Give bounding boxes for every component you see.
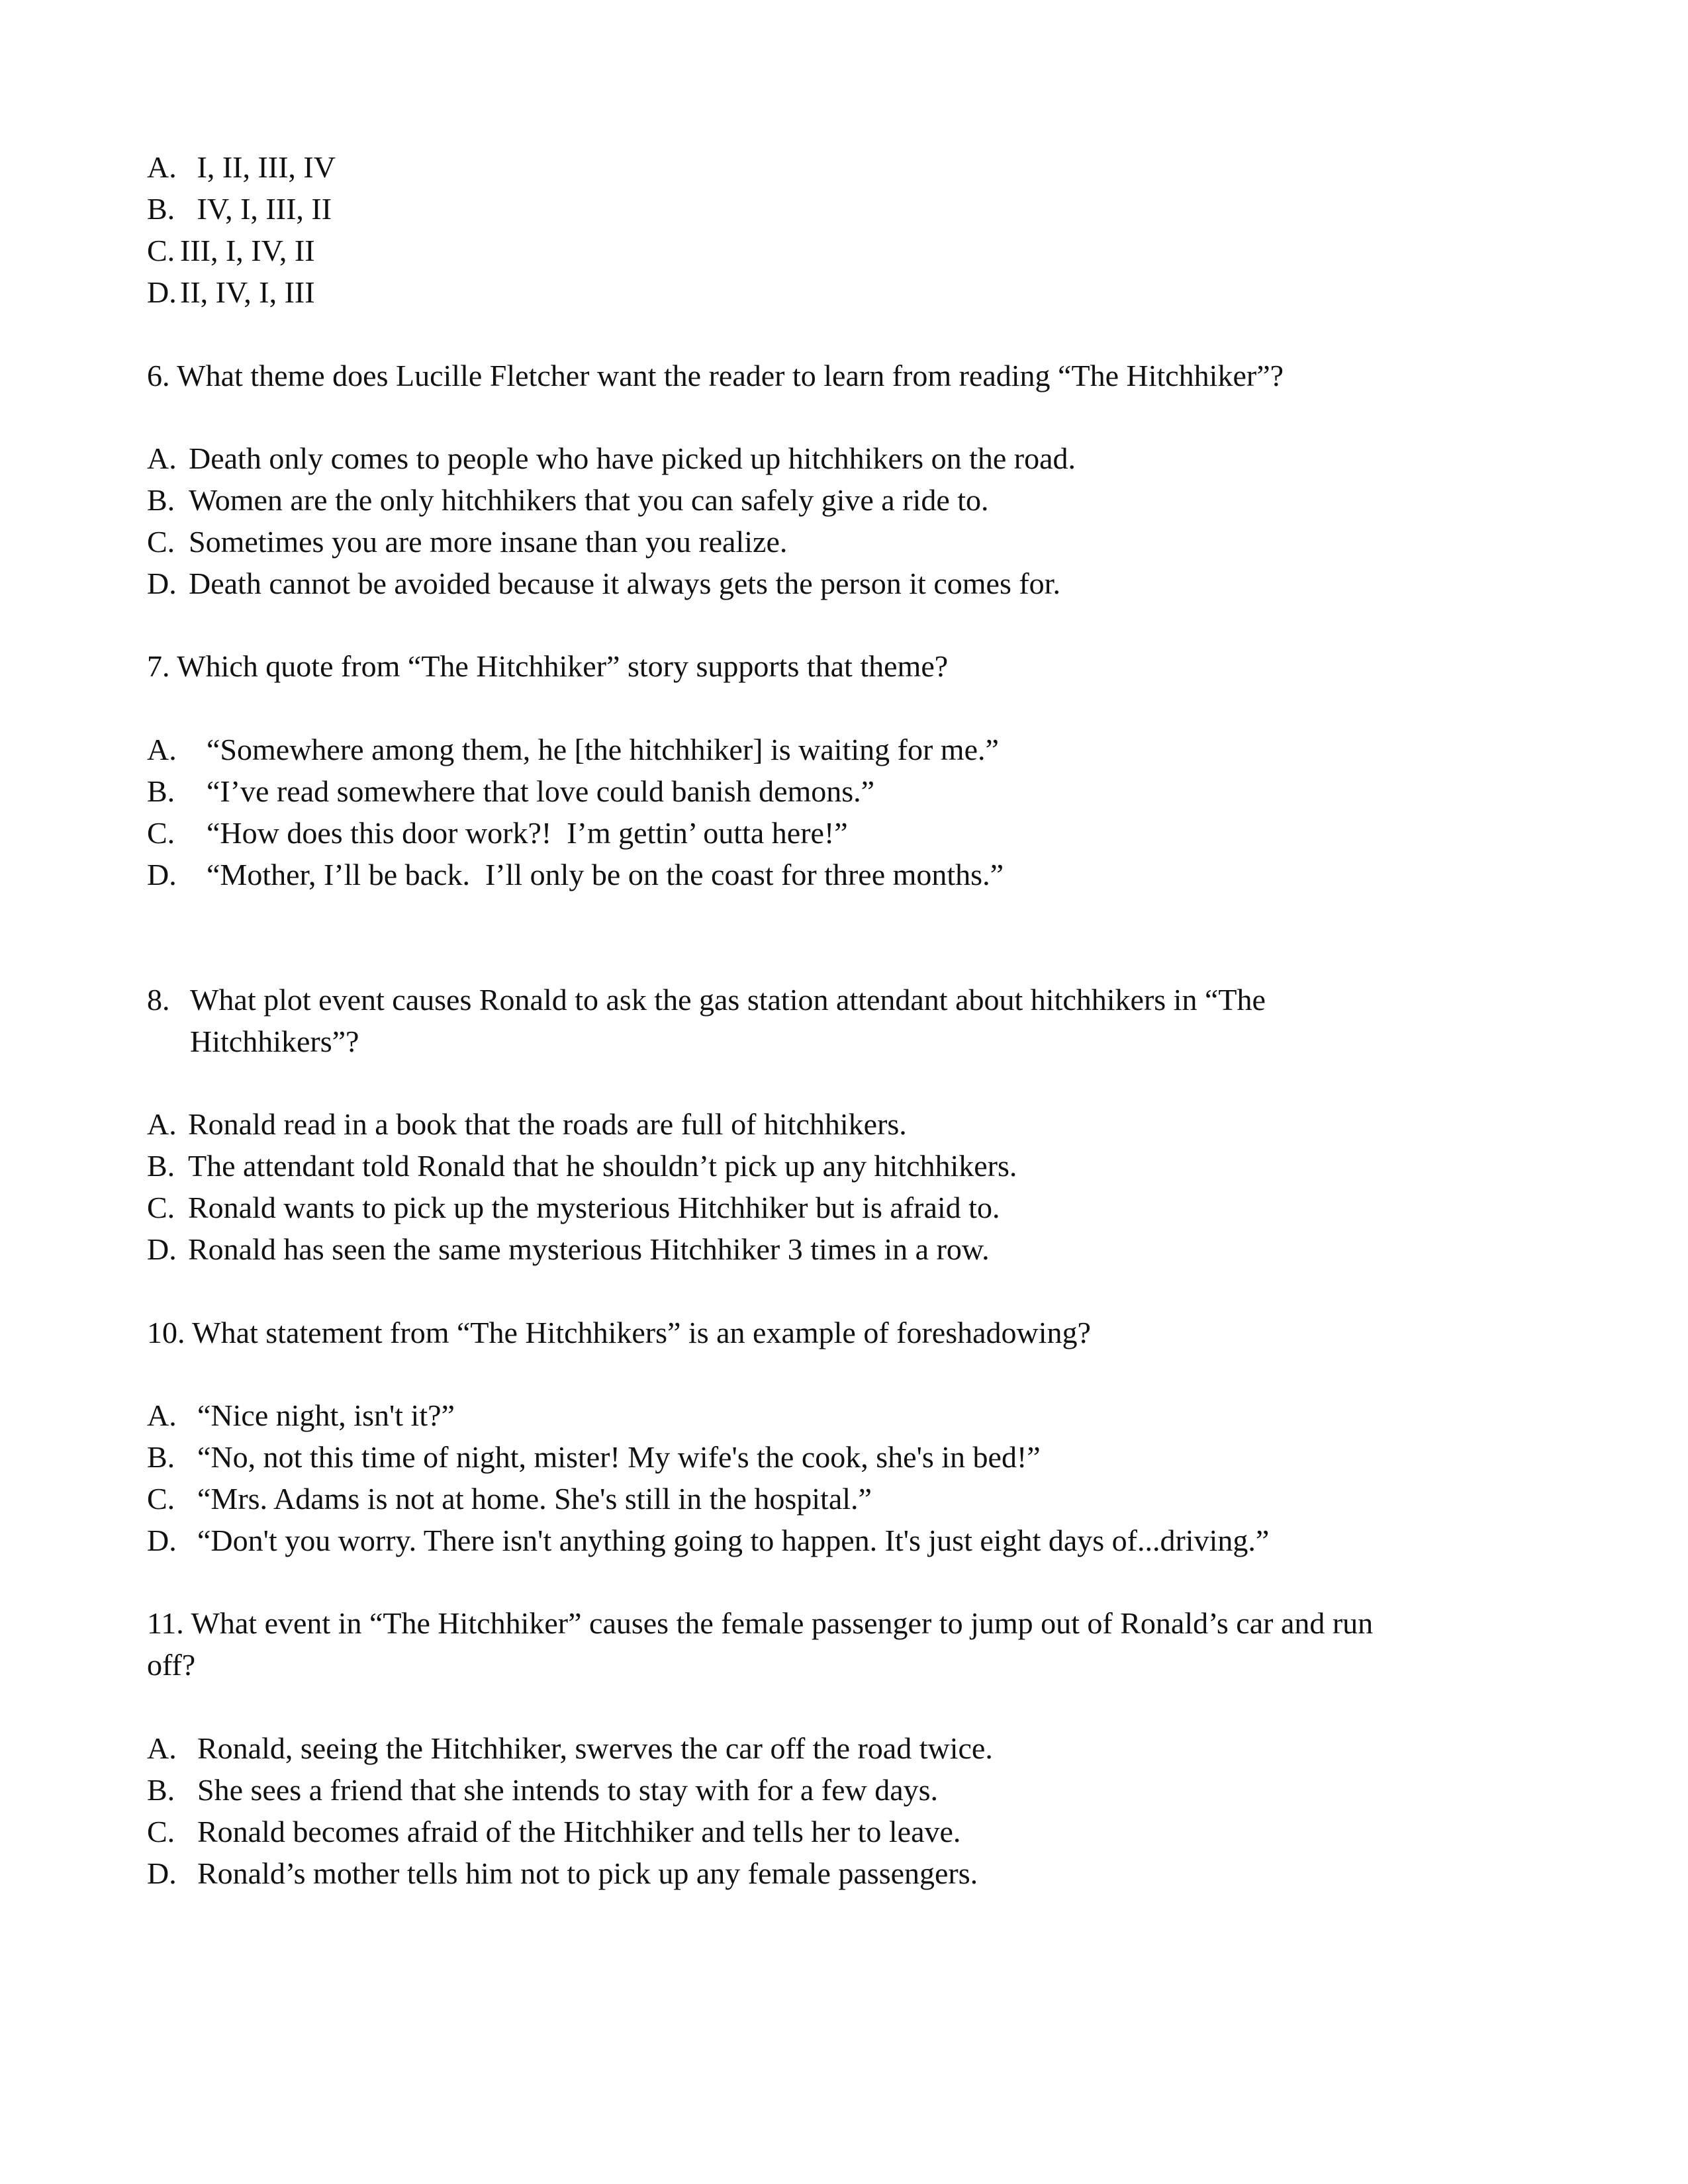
q11-option-b — [147, 1775, 938, 1805]
q10-option-d — [147, 1525, 1269, 1556]
option-text: “Don't you worry. There isn't anything going to happen. It's just eight days of...driving.” — [197, 1524, 1270, 1557]
option-letter: C. — [147, 1815, 175, 1848]
option-letter: B. — [147, 1440, 175, 1474]
q11-prompt-line1: 11. What event in “The Hitchhiker” causes the female passenger to jump out of Ronald’s car and run — [147, 1606, 1374, 1640]
option-text: Ronald read in a book that the roads are full of hitchhikers. — [188, 1107, 907, 1141]
q8-option-d — [147, 1234, 990, 1265]
q8-option-c — [147, 1193, 1000, 1223]
option-text: Ronald has seen the same mysterious Hitchhiker 3 times in a row. — [188, 1232, 990, 1266]
option-letter: A. — [147, 1398, 177, 1432]
q8-prompt-line1: What plot event causes Ronald to ask the gas station attendant about hitchhikers in “The — [190, 983, 1266, 1017]
option-text: The attendant told Ronald that he shouldn’t pick up any hitchhikers. — [188, 1149, 1017, 1183]
q10-option-c — [147, 1484, 872, 1514]
option-text: Ronald, seeing the Hitchhiker, swerves the car off the road twice. — [197, 1731, 993, 1765]
option-letter: A. — [147, 1107, 177, 1141]
option-letter: D. — [147, 858, 177, 891]
option-text: I, II, III, IV — [189, 150, 336, 184]
option-letter: A. — [147, 733, 177, 766]
option-letter: D. — [147, 567, 177, 600]
option-letter: B. — [147, 774, 175, 808]
q6-prompt: 6. What theme does Lucille Fletcher want the reader to learn from reading “The Hitchhiker”? — [147, 359, 1284, 392]
option-letter: D. — [147, 1524, 177, 1557]
q7-option-b — [147, 776, 874, 807]
q8-option-b — [147, 1151, 1017, 1181]
q8-prompt-line2: Hitchhikers”? — [190, 1024, 359, 1058]
q5-option-a — [147, 152, 336, 183]
option-letter: D. — [147, 1232, 177, 1266]
option-text: Death only comes to people who have picked up hitchhikers on the road. — [189, 441, 1076, 475]
q5-option-b — [147, 194, 332, 224]
option-text: “How does this door work?! I’m gettin’ outta here!” — [207, 816, 848, 850]
q7-option-a — [147, 735, 999, 765]
option-text: “Mother, I’ll be back. I’ll only be on the coast for three months.” — [207, 858, 1004, 891]
q7-option-c — [147, 818, 848, 848]
q11-option-a — [147, 1733, 993, 1764]
option-text: Ronald becomes afraid of the Hitchhiker and tells her to leave. — [197, 1815, 961, 1848]
option-text: “I’ve read somewhere that love could banish demons.” — [207, 774, 875, 808]
q10-option-b — [147, 1442, 1041, 1473]
q6-option-c — [147, 527, 787, 557]
option-letter: C. — [147, 234, 175, 267]
q11-prompt-line2: off? — [147, 1648, 196, 1682]
question-number: 8. — [147, 983, 170, 1017]
q11-option-c — [147, 1817, 961, 1847]
option-letter: A. — [147, 441, 177, 475]
q6-option-b — [147, 485, 989, 516]
option-text: Women are the only hitchhikers that you can safely give a ride to. — [189, 483, 989, 517]
option-letter: B. — [147, 483, 175, 517]
option-text: IV, I, III, II — [189, 192, 332, 226]
q7-option-d — [147, 860, 1004, 890]
option-text: II, IV, I, III — [180, 275, 315, 309]
q7-prompt: 7. Which quote from “The Hitchhiker” story supports that theme? — [147, 649, 949, 683]
option-letter: C. — [147, 1191, 175, 1224]
option-text: Ronald wants to pick up the mysterious Hitchhiker but is afraid to. — [188, 1191, 1000, 1224]
option-letter: C. — [147, 816, 175, 850]
option-letter: A. — [147, 1731, 177, 1765]
option-text: “Mrs. Adams is not at home. She's still in the hospital.” — [197, 1482, 872, 1516]
option-text: She sees a friend that she intends to stay with for a few days. — [197, 1773, 939, 1807]
option-letter: B. — [147, 192, 175, 226]
q5-option-d — [147, 277, 315, 308]
option-letter: C. — [147, 525, 175, 559]
option-text: “Nice night, isn't it?” — [197, 1398, 455, 1432]
q11-option-d — [147, 1858, 978, 1889]
q8-prompt — [147, 985, 1266, 1015]
q6-option-a — [147, 443, 1076, 474]
q10-prompt: 10. What statement from “The Hitchhikers” is an example of foreshadowing? — [147, 1316, 1091, 1349]
option-text: III, I, IV, II — [180, 234, 315, 267]
q10-option-a — [147, 1400, 455, 1431]
option-letter: B. — [147, 1149, 175, 1183]
option-text: Ronald’s mother tells him not to pick up any female passengers. — [197, 1856, 978, 1890]
option-letter: D. — [147, 1856, 177, 1890]
q6-option-d — [147, 569, 1060, 599]
option-text: Sometimes you are more insane than you realize. — [189, 525, 788, 559]
option-text: “Somewhere among them, he [the hitchhiker] is waiting for me.” — [207, 733, 999, 766]
option-letter: D. — [147, 275, 177, 309]
option-letter: B. — [147, 1773, 175, 1807]
option-letter: A. — [147, 150, 177, 184]
option-letter: C. — [147, 1482, 175, 1516]
option-text: Death cannot be avoided because it always gets the person it comes for. — [189, 567, 1060, 600]
q8-option-a — [147, 1109, 907, 1140]
option-text: “No, not this time of night, mister! My wife's the cook, she's in bed!” — [197, 1440, 1041, 1474]
q5-option-c — [147, 236, 315, 266]
